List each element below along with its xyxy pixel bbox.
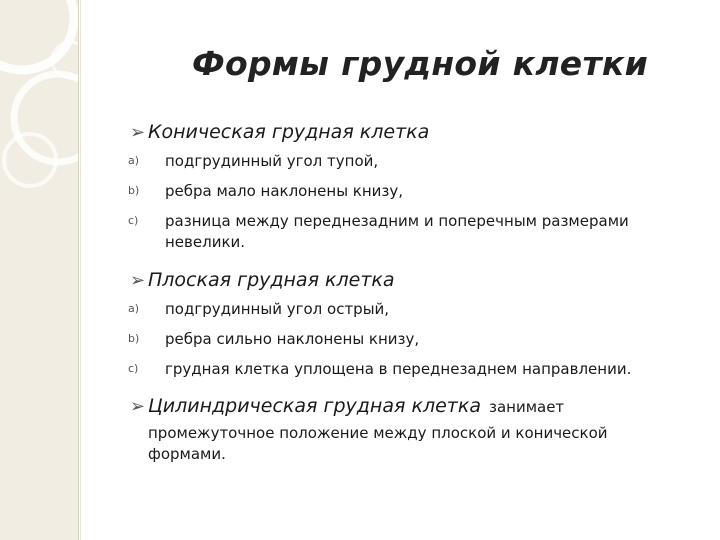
- item-text: разница между переднезадним и поперечным размерами невелики.: [165, 212, 629, 251]
- item-marker: b): [128, 184, 140, 197]
- slide-title: Формы грудной клетки: [191, 44, 649, 83]
- section-heading-row: [130, 121, 690, 143]
- item-marker: a): [128, 302, 140, 315]
- item-text: ребра мало наклонены книзу,: [165, 182, 404, 200]
- list-item: [130, 151, 690, 172]
- section-flat: [130, 269, 690, 389]
- item-marker: b): [128, 332, 140, 345]
- arrow-bullet-icon: ➢: [130, 270, 146, 291]
- section-cylindrical: [130, 395, 690, 465]
- section-continuation: промежуточное положение между плоской и конической формами.: [148, 424, 608, 463]
- list-item: [130, 211, 690, 253]
- item-text: подгрудинный угол острый,: [165, 300, 390, 318]
- section-heading: Цилиндрическая грудная клетка: [148, 395, 481, 417]
- section-heading-row: [130, 395, 690, 417]
- item-list: [130, 299, 690, 380]
- arrow-bullet-icon: ➢: [130, 122, 146, 143]
- arrow-bullet-icon: ➢: [130, 396, 146, 417]
- side-divider: [80, 0, 81, 540]
- section-heading-row: [130, 269, 690, 291]
- item-list: [130, 151, 690, 253]
- list-item: [130, 359, 690, 380]
- decorative-side-panel: [0, 0, 79, 540]
- list-item: [130, 329, 690, 350]
- section-heading-tail: занимает: [488, 398, 565, 416]
- list-item: [130, 299, 690, 320]
- item-marker: c): [128, 214, 139, 227]
- section-heading: Коническая грудная клетка: [148, 121, 430, 143]
- decorative-rings-graphic: [0, 0, 78, 540]
- item-text: ребра сильно наклонены книзу,: [165, 330, 420, 348]
- section-conical: [130, 121, 690, 262]
- item-marker: a): [128, 154, 140, 167]
- list-item: [130, 181, 690, 202]
- item-marker: c): [128, 362, 139, 375]
- section-heading: Плоская грудная клетка: [148, 269, 395, 291]
- item-text: грудная клетка уплощена в переднезаднем направлении.: [165, 360, 632, 378]
- item-text: подгрудинный угол тупой,: [165, 152, 379, 170]
